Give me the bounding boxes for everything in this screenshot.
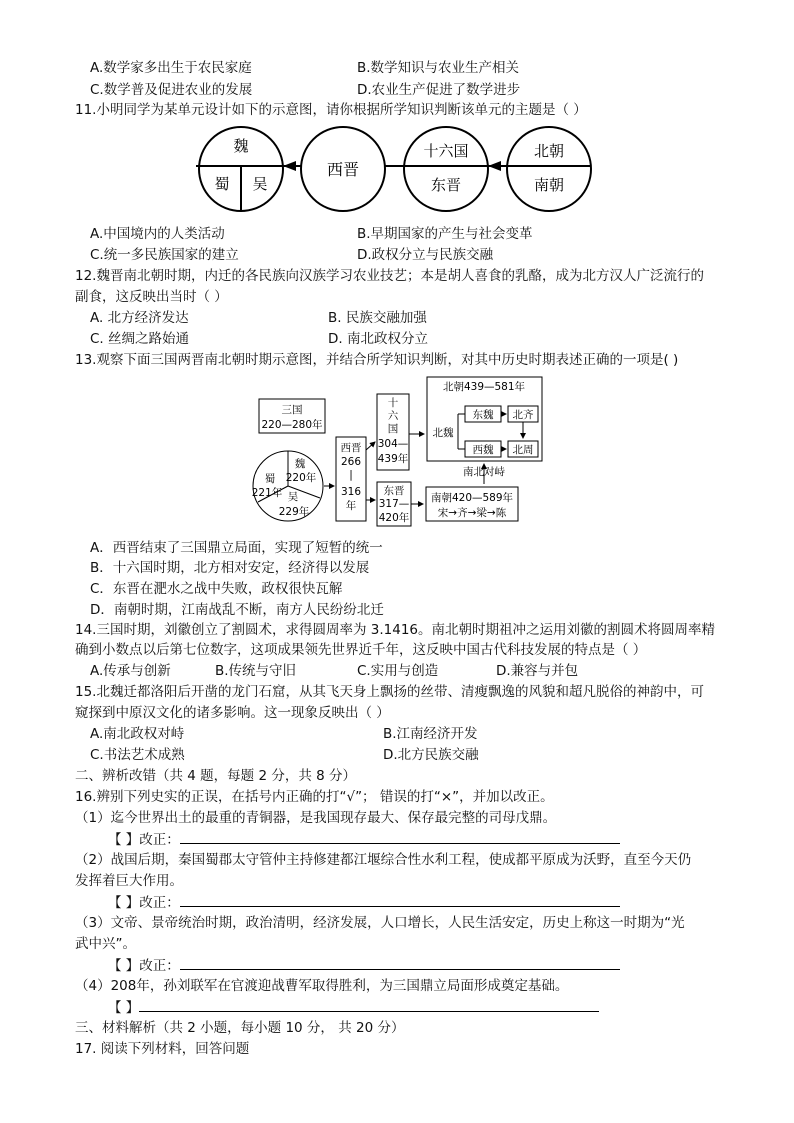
- q13-sanguo: 三国: [281, 404, 303, 416]
- q13-sixteen-2: 六: [387, 410, 399, 422]
- q13-xijin-unit: 年: [345, 500, 357, 512]
- q10-option-d: D.农业生产促进了数学进步: [357, 82, 521, 98]
- q13-beizhou: 北周: [512, 444, 534, 456]
- q11-wei: 魏: [233, 137, 249, 155]
- q12-option-b: B. 民族交融加强: [328, 310, 427, 326]
- q16-answer-3-blank[interactable]: [180, 955, 620, 970]
- q13-option-d: D．南朝时期，江南战乱不断，南方人民纷纷北迁: [90, 602, 384, 618]
- q16-statement-2-line1: （2）战国后期，秦国蜀郡太守管仲主持修建都江堰综合性水利工程，使成都平原成为沃野，直至今天仍: [75, 852, 692, 868]
- q11-sixteen: 十六国: [423, 142, 469, 160]
- q10-option-c: C.数学普及促进农业的发展: [90, 82, 253, 98]
- q13-dongjin-years2: 420年: [378, 512, 410, 524]
- q16-answer-2: [108, 892, 620, 913]
- q13-dongjin: 东晋: [383, 485, 405, 497]
- q16-answer-4: [108, 997, 599, 1018]
- q11-option-d: D.政权分立与民族交融: [357, 247, 494, 263]
- q17-stem: 17. 阅读下列材料，回答问题: [75, 1041, 250, 1057]
- q15-option-c: C.书法艺术成熟: [90, 747, 185, 763]
- q13-wei-year: 220年: [285, 472, 317, 484]
- q13-nanchao-seq: 宋→齐→梁→陈: [437, 507, 507, 519]
- q16-stem: 16.辨别下列史实的正误，在括号内正确的打“√”； 错误的打“×”，并加以改正。: [75, 789, 554, 805]
- q13-wu-year: 229年: [278, 506, 310, 518]
- q13-sixteen-years2: 439年: [377, 453, 409, 465]
- q16-answer-4-blank[interactable]: [139, 997, 599, 1012]
- q11-option-b: B.早期国家的产生与社会变革: [357, 226, 533, 242]
- q12-stem-line2: 副食，这反映出当时（ ）: [75, 289, 228, 305]
- q13-xijin-dash: |: [349, 469, 353, 481]
- q13-shu: 蜀: [264, 473, 276, 485]
- q16-statement-4: （4）208年，孙刘联军在官渡迎战曹军取得胜利，为三国鼎立局面形成奠定基础。: [75, 978, 569, 994]
- q13-sixteen-3: 国: [387, 423, 399, 435]
- q13-wei: 魏: [294, 458, 306, 470]
- q13-stem: 13.观察下面三国两晋南北朝时期示意图，并结合所学知识判断，对其中历史时期表述正确的一项是( ): [75, 352, 679, 368]
- q11-shu: 蜀: [214, 175, 230, 193]
- q13-diagram: [250, 374, 550, 530]
- q13-option-b: B．十六国时期，北方相对安定，经济得以发展: [90, 560, 370, 576]
- q13-sixteen-years: 304—: [377, 438, 409, 450]
- q14-stem-line1: 14.三国时期，刘徽创立了割圆术，求得圆周率为 3.1416。南北朝时期祖冲之运用刘徽的割圆术将圆周率精: [75, 622, 715, 638]
- q14-option-c: C.实用与创造: [357, 663, 439, 679]
- q13-xijin-end: 316: [340, 486, 362, 498]
- q13-option-a: A．西晋结束了三国鼎立局面，实现了短暂的统一: [90, 540, 383, 556]
- q11-diagram: [196, 126, 596, 214]
- q11-option-c: C.统一多民族国家的建立: [90, 247, 239, 263]
- q13-duizhi: 南北对峙: [463, 466, 505, 478]
- q14-option-d: D.兼容与并包: [496, 663, 579, 679]
- q16-answer-2-blank[interactable]: [180, 892, 620, 907]
- q14-stem-line2: 确到小数点以后第七位数字，这项成果领先世界近千年，这反映中国古代科技发展的特点是（ ）: [75, 642, 647, 658]
- q13-xijin: 西晋: [340, 442, 362, 454]
- q16-statement-2-line2: 发挥着巨大作用。: [75, 873, 183, 889]
- q11-option-a: A.中国境内的人类活动: [90, 226, 225, 242]
- q11-xijin: 西晋: [326, 160, 360, 179]
- q15-option-d: D.北方民族交融: [383, 747, 479, 763]
- q13-beiwei: 北魏: [432, 427, 454, 439]
- q11-nanchao: 南朝: [533, 176, 565, 194]
- q13-option-c: C．东晋在淝水之战中失败，政权很快瓦解: [90, 581, 343, 597]
- q16-answer-1-label: 【 】改正：: [108, 832, 180, 848]
- q12-option-d: D. 南北政权分立: [328, 331, 428, 347]
- q13-sixteen-1: 十: [387, 397, 399, 409]
- q16-statement-3-line1: （3）文帝、景帝统治时期，政治清明，经济发展，人口增长，人民生活安定，历史上称这一时期为“光: [75, 915, 685, 931]
- q14-option-b: B.传统与守旧: [215, 663, 297, 679]
- q16-answer-4-label: 【 】: [108, 1000, 140, 1016]
- q16-answer-1: [108, 829, 620, 850]
- q13-dongjin-years: 317—: [378, 498, 410, 510]
- q13-dongwei: 东魏: [472, 409, 494, 421]
- section-3-heading: 三、材料解析（共 2 小题，每小题 10 分， 共 20 分）: [75, 1020, 405, 1036]
- q15-option-b: B.江南经济开发: [383, 726, 478, 742]
- q10-option-b: B.数学知识与农业生产相关: [357, 60, 520, 76]
- q16-statement-1: （1）迄今世界出土的最重的青铜器，是我国现存最大、保存最完整的司母戊鼎。: [75, 810, 557, 826]
- q16-statement-3-line2: 武中兴”。: [75, 936, 136, 952]
- q11-dongjin: 东晋: [430, 176, 462, 194]
- q15-stem-line1: 15.北魏迁都洛阳后开凿的龙门石窟，从其飞天身上飘扬的丝带、清瘦飘逸的风貌和超凡脱俗的神韵中，可: [75, 684, 704, 700]
- q11-beichao: 北朝: [533, 142, 565, 160]
- q15-option-a: A.南北政权对峙: [90, 726, 185, 742]
- q13-beiqi: 北齐: [512, 409, 534, 421]
- q13-nanchao: 南朝420—589年: [430, 492, 514, 504]
- q13-xijin-start: 266: [340, 456, 362, 468]
- q11-wu: 吴: [252, 175, 268, 193]
- q12-option-a: A. 北方经济发达: [90, 310, 189, 326]
- q13-xiwei: 西魏: [472, 444, 494, 456]
- q14-option-a: A.传承与创新: [90, 663, 171, 679]
- q16-answer-3: [108, 955, 620, 976]
- q16-answer-3-label: 【 】改正：: [108, 958, 180, 974]
- section-2-heading: 二、辨析改错（共 4 题，每题 2 分，共 8 分）: [75, 768, 357, 784]
- q16-answer-1-blank[interactable]: [180, 829, 620, 844]
- q13-wu: 吴: [287, 491, 299, 503]
- q11-stem: 11.小明同学为某单元设计如下的示意图，请你根据所学知识判断该单元的主题是（ ）: [75, 102, 587, 118]
- q12-option-c: C. 丝绸之路始通: [90, 331, 190, 347]
- q13-sanguo-years: 220—280年: [261, 419, 323, 431]
- q13-beichao: 北朝439—581年: [442, 381, 526, 393]
- q15-stem-line2: 窥探到中原汉文化的诸多影响。这一现象反映出（ ）: [75, 705, 390, 721]
- q12-stem-line1: 12.魏晋南北朝时期，内迁的各民族向汉族学习农业技艺；本是胡人喜食的乳酪，成为北方汉人广泛流行的: [75, 268, 704, 284]
- q13-shu-year: 221年: [251, 487, 283, 499]
- q16-answer-2-label: 【 】改正：: [108, 895, 180, 911]
- q10-option-a: A.数学家多出生于农民家庭: [90, 60, 252, 76]
